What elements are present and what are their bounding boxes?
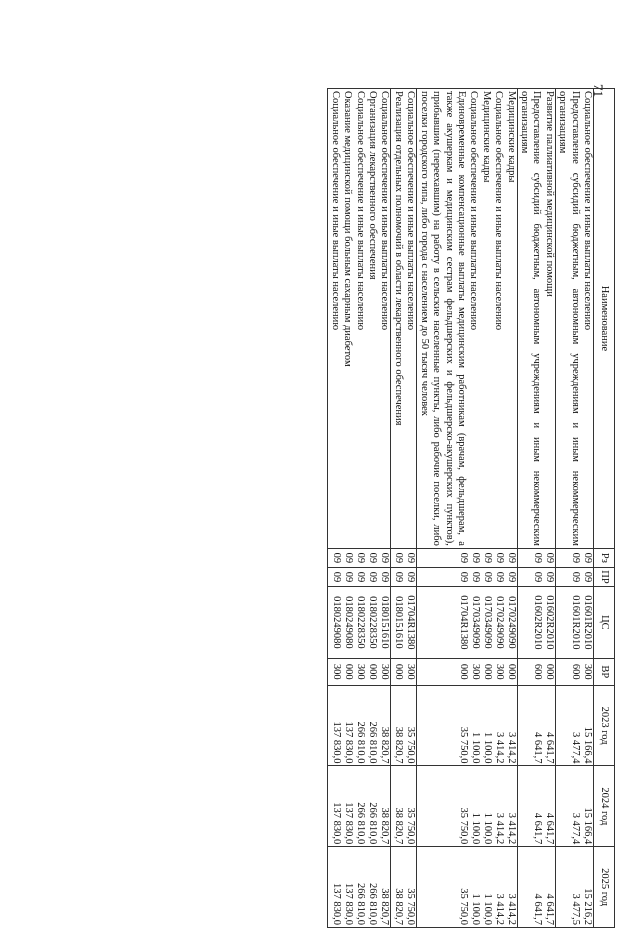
row-y2024: 137 830,0 bbox=[331, 802, 343, 845]
row-y2025: 38 820,7 bbox=[379, 888, 391, 925]
cell-pr bbox=[328, 567, 391, 586]
row-name: Медицинские кадры bbox=[505, 91, 517, 183]
row-rz: 09 bbox=[355, 552, 367, 564]
row-y2024: 35 750,0 bbox=[457, 807, 469, 845]
cell-cs bbox=[417, 587, 517, 659]
row-y2023: 3 414,2 bbox=[505, 731, 517, 764]
row-y2023: 137 830,0 bbox=[331, 721, 343, 764]
row-cs: 0170349090 bbox=[469, 596, 481, 649]
row-pr: 09 bbox=[393, 571, 405, 583]
header-row bbox=[594, 89, 615, 928]
row-pr: 09 bbox=[582, 571, 593, 583]
row-name: Медицинские кадры bbox=[480, 91, 492, 183]
row-pr: 09 bbox=[331, 571, 343, 583]
row-pr: 09 bbox=[481, 571, 493, 583]
row-vr: 000 bbox=[457, 663, 469, 680]
cell-y2024 bbox=[328, 766, 391, 847]
row-y2025: 1 100,0 bbox=[481, 893, 493, 925]
row-pr: 09 bbox=[405, 571, 417, 583]
cell-vr bbox=[417, 658, 517, 685]
row-y2024: 266 810,0 bbox=[367, 802, 379, 845]
table-body bbox=[328, 89, 594, 928]
row-rz: 09 bbox=[505, 552, 517, 564]
row-y2025: 1 100,0 bbox=[469, 893, 481, 925]
row-name: Социальное обеспечение и иные выплаты населению bbox=[379, 91, 391, 331]
row-y2024: 38 820,7 bbox=[393, 807, 405, 845]
row-y2025: 35 750,0 bbox=[405, 888, 417, 925]
cell-name bbox=[328, 89, 391, 549]
row-y2024: 137 830,0 bbox=[343, 802, 355, 845]
row-rz: 09 bbox=[493, 552, 505, 564]
cell-y2025 bbox=[328, 847, 391, 928]
row-vr: 300 bbox=[405, 663, 417, 680]
cell-pr bbox=[417, 567, 517, 586]
row-cs: 01601R2010 bbox=[570, 595, 581, 650]
cell-vr bbox=[517, 658, 555, 685]
header-2024: 2024 год bbox=[594, 766, 615, 847]
row-y2023: 4 641,7 bbox=[531, 731, 543, 764]
cell-rz bbox=[328, 548, 391, 567]
row-y2023: 4 641,7 bbox=[543, 731, 555, 764]
cell-rz bbox=[555, 548, 593, 567]
row-y2024: 35 750,0 bbox=[405, 807, 417, 845]
rotated-page-content bbox=[85, 88, 615, 928]
row-name: Оказание медицинской помощи больным сахарным диабетом bbox=[342, 91, 354, 367]
row-pr: 09 bbox=[379, 571, 391, 583]
cell-cs bbox=[555, 587, 593, 659]
row-rz: 09 bbox=[343, 552, 355, 564]
cell-y2025 bbox=[391, 847, 417, 928]
cell-y2024 bbox=[391, 766, 417, 847]
table-row-group bbox=[328, 89, 391, 928]
row-cs: 01602R2010 bbox=[531, 595, 543, 650]
row-vr: 300 bbox=[379, 663, 391, 680]
row-y2023: 15 166,4 bbox=[582, 726, 593, 764]
cell-y2024 bbox=[417, 766, 517, 847]
cell-vr bbox=[555, 658, 593, 685]
row-vr: 000 bbox=[481, 663, 493, 680]
row-cs: 0180249080 bbox=[331, 596, 343, 649]
row-y2023: 3 414,2 bbox=[493, 731, 505, 764]
row-rz: 09 bbox=[469, 552, 481, 564]
header-pr: ПР bbox=[594, 567, 615, 586]
row-rz: 09 bbox=[331, 552, 343, 564]
row-cs: 01601R2010 bbox=[582, 595, 593, 650]
row-name: Реализация отдельных полномочий в области лекарственного обеспечения bbox=[392, 91, 404, 426]
cell-y2025 bbox=[555, 847, 593, 928]
row-y2025: 4 641,7 bbox=[543, 893, 555, 925]
row-y2024: 3 414,2 bbox=[493, 812, 505, 845]
table-row-group bbox=[391, 89, 417, 928]
row-rz: 09 bbox=[582, 552, 593, 564]
row-y2023: 35 750,0 bbox=[405, 726, 417, 764]
row-y2023: 266 810,0 bbox=[355, 721, 367, 764]
row-y2025: 137 830,0 bbox=[343, 883, 355, 925]
row-rz: 09 bbox=[457, 552, 469, 564]
row-vr: 300 bbox=[331, 663, 343, 680]
row-rz: 09 bbox=[481, 552, 493, 564]
row-name: Единовременные компенсационные выплаты медицинским работникам (врачам, фельдшерам, а также акушеркам и медицинским сестрам фельдшерских и фельдшерско-акушерских пунктов), прибывшим (переехавшим) на работу в сельские населенные пункты, либо рабочие поселки, либо поселки городского типа, либо города с населением до 50 тысяч человек bbox=[418, 91, 467, 546]
row-y2023: 1 100,0 bbox=[481, 731, 493, 764]
cell-y2023 bbox=[517, 685, 555, 766]
row-y2025: 4 641,7 bbox=[531, 893, 543, 925]
cell-pr bbox=[555, 567, 593, 586]
row-cs: 0180249080 bbox=[343, 596, 355, 649]
cell-y2023 bbox=[555, 685, 593, 766]
cell-name bbox=[391, 89, 417, 549]
row-name: Предоставление субсидий бюджетным, автономным учреждениям и иным некоммерческим организациям bbox=[518, 91, 543, 546]
header-2023: 2023 год bbox=[594, 685, 615, 766]
cell-name bbox=[417, 89, 517, 549]
row-pr: 09 bbox=[355, 571, 367, 583]
row-vr: 300 bbox=[355, 663, 367, 680]
row-pr: 09 bbox=[457, 571, 469, 583]
row-vr: 000 bbox=[343, 663, 355, 680]
row-cs: 0180151610 bbox=[379, 596, 391, 649]
row-y2023: 266 810,0 bbox=[367, 721, 379, 764]
cell-pr bbox=[517, 567, 555, 586]
cell-name bbox=[517, 89, 555, 549]
row-y2024: 38 820,7 bbox=[379, 807, 391, 845]
cell-y2023 bbox=[328, 685, 391, 766]
row-y2025: 266 810,0 bbox=[355, 883, 367, 925]
table-header bbox=[594, 89, 615, 928]
row-y2023: 3 477,4 bbox=[570, 731, 581, 764]
budget-table bbox=[327, 88, 615, 928]
row-pr: 09 bbox=[505, 571, 517, 583]
row-cs: 01704R1380 bbox=[405, 595, 417, 650]
row-name: Развитие паллиативной медицинской помощи bbox=[543, 91, 555, 297]
cell-cs bbox=[328, 587, 391, 659]
row-y2025: 15 216,2 bbox=[582, 888, 593, 925]
row-cs: 0170249090 bbox=[505, 596, 517, 649]
row-y2024: 4 641,7 bbox=[543, 812, 555, 845]
row-y2024: 4 641,7 bbox=[531, 812, 543, 845]
cell-cs bbox=[517, 587, 555, 659]
row-y2024: 3 414,2 bbox=[505, 812, 517, 845]
row-name: Социальное обеспечение и иные выплаты населению bbox=[582, 91, 593, 331]
row-cs: 01602R2010 bbox=[543, 595, 555, 650]
header-rz: Рз bbox=[594, 548, 615, 567]
header-2025: 2025 год bbox=[594, 847, 615, 928]
row-rz: 09 bbox=[367, 552, 379, 564]
cell-y2024 bbox=[555, 766, 593, 847]
row-y2025: 3 477,5 bbox=[570, 893, 581, 925]
cell-rz bbox=[517, 548, 555, 567]
header-vr: ВР bbox=[594, 658, 615, 685]
row-vr: 300 bbox=[493, 663, 505, 680]
row-cs: 0170349090 bbox=[481, 596, 493, 649]
table-row-group bbox=[555, 89, 593, 928]
header-cs: ЦС bbox=[594, 587, 615, 659]
row-pr: 09 bbox=[367, 571, 379, 583]
row-vr: 000 bbox=[367, 663, 379, 680]
cell-vr bbox=[391, 658, 417, 685]
row-vr: 300 bbox=[582, 663, 593, 680]
row-y2025: 3 414,2 bbox=[505, 893, 517, 925]
row-pr: 09 bbox=[543, 571, 555, 583]
row-vr: 000 bbox=[393, 663, 405, 680]
table-row-group bbox=[517, 89, 555, 928]
row-cs: 0170249090 bbox=[493, 596, 505, 649]
cell-y2023 bbox=[417, 685, 517, 766]
row-pr: 09 bbox=[343, 571, 355, 583]
row-y2024: 1 100,0 bbox=[469, 812, 481, 845]
row-vr: 600 bbox=[531, 663, 543, 680]
row-y2023: 38 820,7 bbox=[379, 726, 391, 764]
row-y2025: 38 820,7 bbox=[393, 888, 405, 925]
table-row-group bbox=[417, 89, 517, 928]
cell-rz bbox=[417, 548, 517, 567]
row-y2024: 266 810,0 bbox=[355, 802, 367, 845]
row-y2023: 1 100,0 bbox=[469, 731, 481, 764]
row-cs: 0180228350 bbox=[367, 596, 379, 649]
cell-y2024 bbox=[517, 766, 555, 847]
header-name: Наименование bbox=[594, 89, 615, 549]
row-pr: 09 bbox=[531, 571, 543, 583]
row-rz: 09 bbox=[531, 552, 543, 564]
row-name: Социальное обеспечение и иные выплаты населению bbox=[468, 91, 480, 331]
row-cs: 01704R1380 bbox=[457, 595, 469, 650]
row-name: Социальное обеспечение и иные выплаты населению bbox=[354, 91, 366, 331]
row-name: Предоставление субсидий бюджетным, автономным учреждениям и иным некоммерческим организациям bbox=[557, 91, 581, 546]
row-y2023: 38 820,7 bbox=[393, 726, 405, 764]
row-y2025: 3 414,2 bbox=[493, 893, 505, 925]
row-name: Социальное обеспечение и иные выплаты населению bbox=[405, 91, 417, 331]
row-y2024: 3 477,4 bbox=[570, 812, 581, 845]
row-name: Организация лекарственного обеспечения bbox=[367, 91, 379, 280]
cell-y2025 bbox=[417, 847, 517, 928]
cell-y2025 bbox=[517, 847, 555, 928]
cell-cs bbox=[391, 587, 417, 659]
row-rz: 09 bbox=[570, 552, 581, 564]
row-vr: 300 bbox=[469, 663, 481, 680]
cell-y2023 bbox=[391, 685, 417, 766]
row-rz: 09 bbox=[543, 552, 555, 564]
row-rz: 09 bbox=[379, 552, 391, 564]
row-vr: 000 bbox=[505, 663, 517, 680]
row-name: Социальное обеспечение и иные выплаты населению bbox=[493, 91, 505, 331]
row-y2025: 35 750,0 bbox=[457, 888, 469, 925]
row-rz: 09 bbox=[405, 552, 417, 564]
row-rz: 09 bbox=[393, 552, 405, 564]
row-vr: 000 bbox=[543, 663, 555, 680]
cell-pr bbox=[391, 567, 417, 586]
row-y2023: 137 830,0 bbox=[343, 721, 355, 764]
row-y2024: 1 100,0 bbox=[481, 812, 493, 845]
row-pr: 09 bbox=[469, 571, 481, 583]
page-number: 71 bbox=[591, 84, 606, 97]
row-cs: 0180228350 bbox=[355, 596, 367, 649]
row-pr: 09 bbox=[493, 571, 505, 583]
row-vr: 600 bbox=[570, 663, 581, 680]
cell-rz bbox=[391, 548, 417, 567]
row-y2023: 35 750,0 bbox=[457, 726, 469, 764]
row-y2024: 15 166,4 bbox=[582, 807, 593, 845]
row-y2025: 266 810,0 bbox=[367, 883, 379, 925]
cell-vr bbox=[328, 658, 391, 685]
row-pr: 09 bbox=[570, 571, 581, 583]
row-name: Социальное обеспечение и иные выплаты населению bbox=[329, 91, 341, 331]
row-cs: 0180151610 bbox=[393, 596, 405, 649]
cell-name bbox=[555, 89, 593, 549]
row-y2025: 137 830,0 bbox=[331, 883, 343, 925]
